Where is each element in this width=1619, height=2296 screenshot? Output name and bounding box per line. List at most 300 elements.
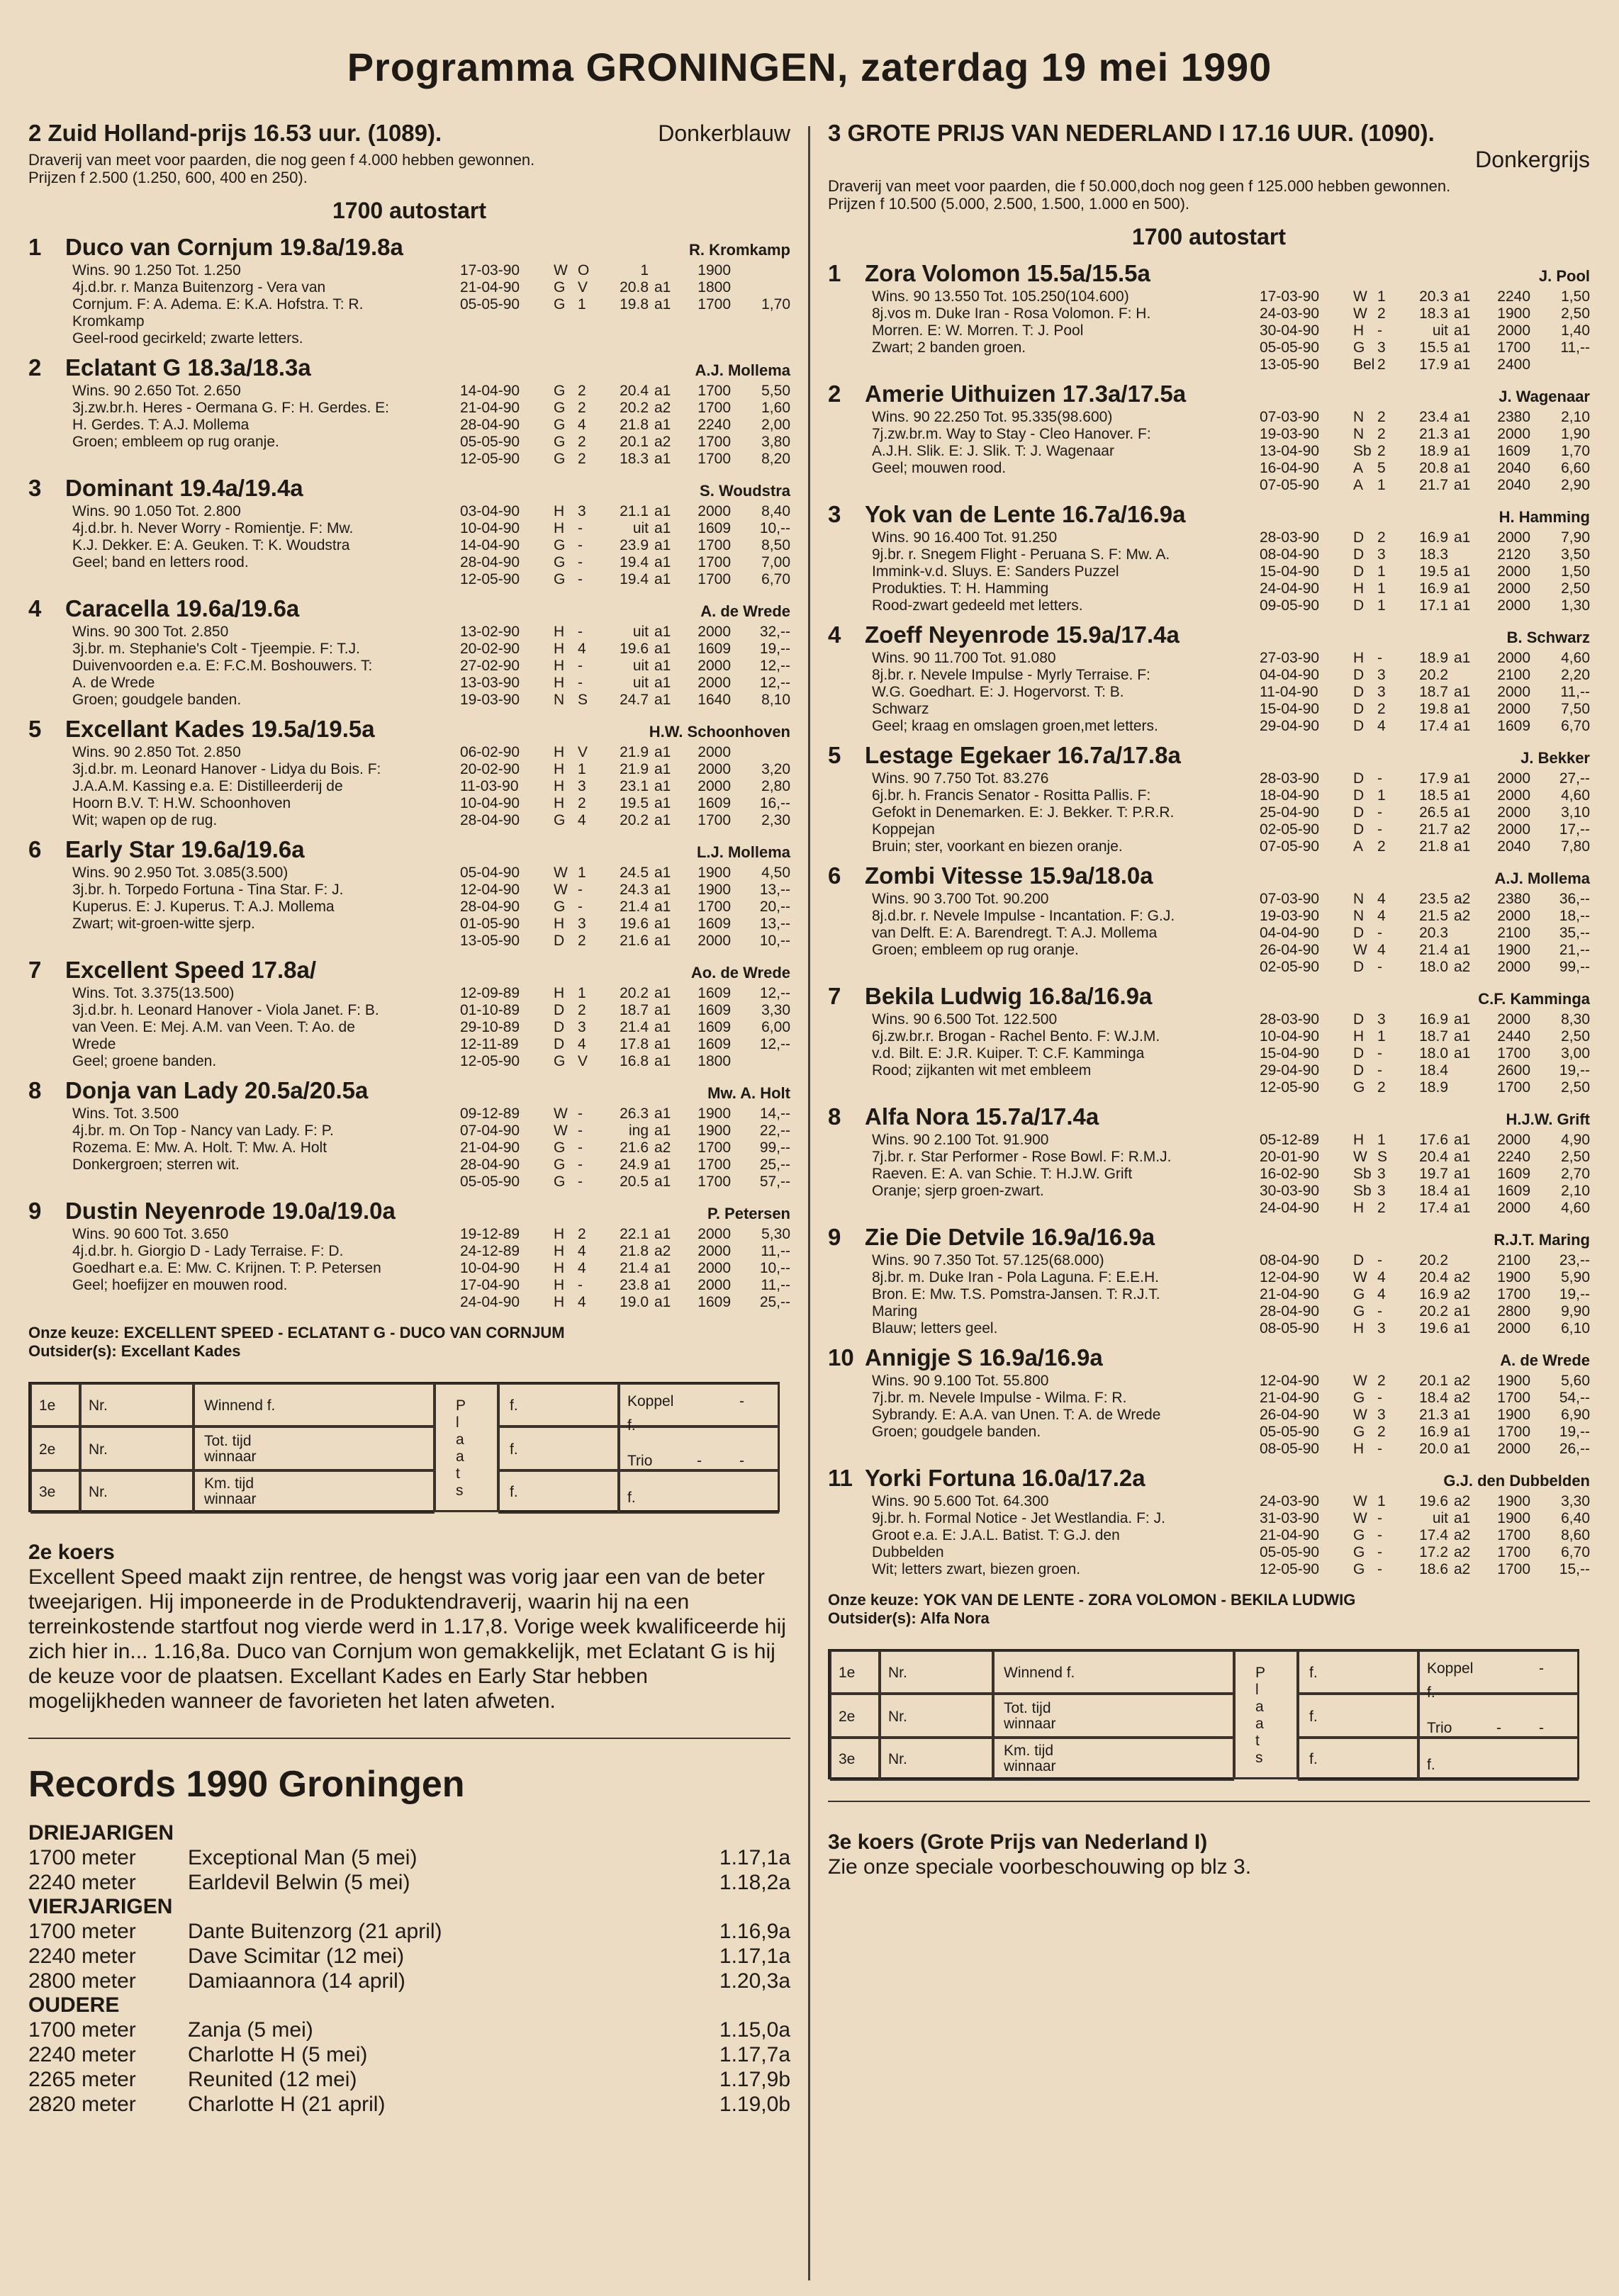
result-time: 18.4 — [1419, 1390, 1448, 1406]
result-class: a2 — [1454, 1373, 1471, 1389]
result-row — [1260, 1166, 1590, 1183]
result-class: a1 — [654, 933, 671, 949]
result-distance: 1609 — [698, 641, 731, 657]
result-class: a1 — [1454, 684, 1471, 700]
horse-info — [28, 1226, 460, 1311]
result-row — [460, 658, 790, 675]
result-date: 21-04-90 — [1260, 1527, 1320, 1543]
result-class: a1 — [1454, 529, 1471, 546]
horse-name: Eclatant G 18.3a/18.3a — [65, 354, 311, 381]
result-row — [1260, 477, 1590, 494]
result-row — [1260, 718, 1590, 735]
result-class: a1 — [654, 812, 671, 828]
form-plaats-letter: l — [456, 1414, 459, 1431]
result-track: Bel — [1353, 356, 1375, 373]
horse-info-line: Wins. 90 11.700 Tot. 91.080 — [872, 650, 1056, 666]
result-track: D — [1353, 1011, 1365, 1028]
form-f: f. — [1309, 1665, 1318, 1681]
horse-results — [460, 865, 790, 950]
result-distance: 2000 — [1497, 787, 1530, 804]
result-time: 18.0 — [1419, 1045, 1448, 1062]
horse-driver: A.J. Mollema — [1494, 870, 1590, 887]
result-row — [460, 571, 790, 588]
horse-info-line: Kuperus. E: J. Kuperus. T: A.J. Mollema — [72, 899, 335, 915]
result-row — [1260, 1149, 1590, 1166]
result-row — [1260, 580, 1590, 597]
result-class: a1 — [1454, 1045, 1471, 1062]
spacer — [28, 709, 790, 714]
spacer — [828, 1096, 1590, 1102]
result-odds: 8,20 — [761, 451, 790, 467]
result-date: 07-05-90 — [1260, 838, 1320, 855]
result-date: 15-04-90 — [1260, 701, 1320, 717]
horse-results — [1260, 770, 1590, 855]
result-place: 4 — [1377, 908, 1386, 924]
result-place: 3 — [578, 503, 586, 519]
result-odds: 2,50 — [1561, 580, 1590, 597]
result-distance: 2000 — [698, 1226, 731, 1242]
spacer — [28, 468, 790, 473]
result-distance: 1700 — [1497, 1544, 1530, 1560]
result-track: G — [554, 1053, 566, 1069]
result-date: 13-05-90 — [460, 933, 520, 949]
result-date: 12-04-90 — [1260, 1269, 1320, 1285]
horse-info-line: Blauw; letters geel. — [872, 1320, 998, 1336]
result-class: a1 — [1454, 1028, 1471, 1045]
result-row — [1260, 891, 1590, 908]
spacer — [28, 950, 790, 955]
result-date: 26-04-90 — [1260, 1407, 1320, 1423]
result-class: a2 — [1454, 1286, 1471, 1302]
result-time: 16.9 — [1419, 1286, 1448, 1302]
result-row — [460, 262, 790, 279]
result-track: H — [1353, 580, 1365, 597]
result-track: H — [554, 624, 565, 640]
result-odds: 32,-- — [759, 624, 790, 640]
result-odds: 9,90 — [1561, 1303, 1590, 1319]
result-time: 16.9 — [1419, 1424, 1448, 1440]
result-class: a1 — [654, 899, 671, 915]
result-date: 08-04-90 — [1260, 546, 1320, 563]
result-place: - — [1377, 1527, 1382, 1543]
result-odds: 5,90 — [1561, 1269, 1590, 1285]
horse-results — [460, 624, 790, 709]
horse-entry — [828, 1102, 1590, 1222]
result-class — [1448, 546, 1474, 563]
result-distance: 2440 — [1497, 1028, 1530, 1045]
result-odds: 99,-- — [759, 1139, 790, 1156]
result-time: 23.9 — [620, 537, 649, 553]
result-place: 4 — [1377, 718, 1386, 734]
result-class: a1 — [1454, 288, 1471, 305]
result-row — [1260, 959, 1590, 976]
horse-info-line: Geel; hoefijzer en mouwen rood. — [72, 1277, 288, 1293]
result-place: V — [578, 744, 588, 760]
result-distance: 1800 — [698, 279, 731, 296]
result-place: 4 — [578, 1243, 586, 1259]
form-plaats-letter: l — [1255, 1682, 1259, 1698]
horse-header — [28, 1076, 790, 1105]
horse-driver: C.F. Kamminga — [1478, 990, 1590, 1008]
result-odds: 1,70 — [761, 296, 790, 313]
result-date: 28-04-90 — [460, 1157, 520, 1173]
record-distance: 2240 meter — [28, 2043, 136, 2066]
horse-results — [460, 262, 790, 347]
horse-number: 5 — [828, 742, 841, 768]
result-odds: 12,-- — [759, 675, 790, 691]
result-row — [460, 641, 790, 658]
result-odds: 6,70 — [1561, 1544, 1590, 1560]
result-class: a1 — [1454, 718, 1471, 734]
divider — [28, 1738, 790, 1739]
result-class: a1 — [654, 503, 671, 519]
result-row — [1260, 1373, 1590, 1390]
result-class: a1 — [1454, 1441, 1471, 1457]
result-class — [1448, 925, 1474, 942]
result-distance: 1700 — [698, 571, 731, 587]
horse-number: 5 — [28, 716, 42, 742]
result-row — [460, 554, 790, 571]
result-place: - — [578, 1277, 583, 1293]
result-row — [1260, 684, 1590, 701]
race-3-keuze: Onze keuze: YOK VAN DE LENTE - ZORA VOLOMON - BEKILA LUDWIG — [828, 1591, 1356, 1609]
form-plaats-letter: P — [456, 1397, 466, 1414]
horse-name: Excellant Kades 19.5a/19.5a — [65, 716, 375, 742]
result-form-race-2 — [28, 1382, 780, 1512]
result-class: a1 — [1454, 1166, 1471, 1182]
result-row — [460, 675, 790, 692]
result-class — [1448, 1252, 1474, 1269]
result-date: 17-03-90 — [1260, 288, 1320, 305]
record-time: 1.17,1a — [719, 1945, 790, 1968]
result-time: 19.6 — [1419, 1320, 1448, 1336]
horse-entry — [28, 232, 790, 353]
race-3-color: Donkergrijs — [1475, 147, 1590, 172]
result-class: a1 — [654, 658, 671, 674]
result-odds: 4,90 — [1561, 1132, 1590, 1148]
result-time: 20.0 — [1419, 1441, 1448, 1457]
result-date: 28-04-90 — [460, 417, 520, 433]
horse-name: Yorki Fortuna 16.0a/17.2a — [865, 1465, 1145, 1491]
result-place: 3 — [1377, 339, 1386, 356]
horse-info — [828, 891, 1260, 976]
result-odds: 2,10 — [1561, 1183, 1590, 1199]
horse-header — [28, 473, 790, 503]
form-row-3-label: 3e — [839, 1751, 856, 1767]
result-class: a1 — [1454, 787, 1471, 804]
result-date: 21-04-90 — [1260, 1390, 1320, 1406]
result-place: 4 — [1377, 1286, 1386, 1302]
horse-name: Donja van Lady 20.5a/20.5a — [65, 1077, 369, 1103]
result-date: 21-04-90 — [1260, 1286, 1320, 1302]
result-date: 16-04-90 — [1260, 460, 1320, 476]
result-row — [1260, 1303, 1590, 1320]
result-class: a2 — [1454, 1527, 1471, 1543]
result-distance: 2000 — [698, 1277, 731, 1293]
result-odds: 1,50 — [1561, 288, 1590, 305]
horse-info-line: Geel; kraag en omslagen groen,met letters. — [872, 718, 1158, 734]
result-time: 21.7 — [1419, 477, 1448, 493]
result-row — [1260, 1183, 1590, 1200]
horse-driver: Ao. de Wrede — [690, 964, 790, 981]
result-time: 19.0 — [620, 1294, 649, 1310]
result-date: 07-04-90 — [460, 1122, 520, 1139]
result-track: G — [1353, 1527, 1365, 1543]
horse-info-line: 4j.br. m. On Top - Nancy van Lady. F: P. — [72, 1122, 334, 1139]
result-track: D — [1353, 684, 1365, 700]
horse-number: 8 — [28, 1077, 42, 1103]
result-track: H — [554, 778, 565, 794]
result-track: H — [1353, 1028, 1365, 1045]
spacer — [828, 373, 1590, 379]
result-track: D — [1353, 718, 1365, 734]
result-class: a1 — [654, 1277, 671, 1293]
record-row — [28, 2042, 790, 2067]
result-class: a1 — [654, 1002, 671, 1018]
result-date: 19-03-90 — [460, 692, 520, 708]
result-odds: 2,30 — [761, 812, 790, 828]
horse-body — [828, 1373, 1590, 1458]
result-distance: 2040 — [1497, 477, 1530, 493]
result-date: 05-04-90 — [460, 865, 520, 881]
result-row — [460, 899, 790, 916]
horse-info — [28, 744, 460, 829]
result-track: W — [1353, 1493, 1367, 1509]
form-row-2-label: 2e — [39, 1441, 56, 1458]
result-row — [1260, 426, 1590, 443]
result-place: - — [1377, 1303, 1382, 1319]
record-time: 1.18,2a — [719, 1871, 790, 1894]
result-class: a1 — [1454, 1132, 1471, 1148]
result-class: a1 — [1454, 580, 1471, 597]
result-track: H — [1353, 1200, 1365, 1216]
result-row — [460, 279, 790, 296]
result-row — [1260, 821, 1590, 838]
horse-number: 1 — [828, 260, 841, 286]
result-class: a1 — [1454, 650, 1471, 666]
race-2-column — [28, 117, 790, 2117]
result-place: - — [1377, 1252, 1382, 1268]
result-date: 19-03-90 — [1260, 908, 1320, 924]
horse-info-line: 3j.br. m. Stephanie's Colt - Tjeempie. F: T.J. — [72, 641, 360, 657]
horse-info-line: Wins. 90 5.600 Tot. 64.300 — [872, 1493, 1049, 1509]
result-odds: 2,90 — [1561, 477, 1590, 493]
result-track: G — [1353, 1390, 1365, 1406]
result-distance: 1700 — [698, 1139, 731, 1156]
result-row — [1260, 1561, 1590, 1578]
result-distance: 2600 — [1497, 1062, 1530, 1079]
result-distance: 2000 — [698, 761, 731, 777]
horse-info — [828, 409, 1260, 494]
result-date: 24-04-90 — [1260, 580, 1320, 597]
result-row — [1260, 1286, 1590, 1303]
horse-info-line: 9j.br. h. Formal Notice - Jet Westlandia. F: J. — [872, 1510, 1165, 1526]
horse-name: Zie Die Detvile 16.9a/16.9a — [865, 1224, 1155, 1250]
result-odds: 2,80 — [761, 778, 790, 794]
result-odds: 2,50 — [1561, 1079, 1590, 1096]
result-class: a2 — [1454, 1390, 1471, 1406]
form-nr: Nr. — [888, 1751, 907, 1767]
result-distance: 2000 — [1497, 701, 1530, 717]
horse-info — [28, 503, 460, 588]
result-track: G — [1353, 1424, 1365, 1440]
form-km-winnaar: winnaar — [204, 1491, 257, 1507]
result-track: H — [1353, 1132, 1365, 1148]
result-class: a2 — [1454, 1493, 1471, 1509]
result-distance: 2000 — [1497, 1320, 1530, 1336]
result-class: a2 — [654, 1243, 671, 1259]
horse-body — [28, 865, 790, 950]
result-track: Sb — [1353, 443, 1372, 459]
horse-info-line: W.G. Goedhart. E: J. Hogervorst. T: B. — [872, 684, 1124, 700]
result-time: 18.9 — [1419, 1079, 1448, 1096]
horse-number: 4 — [828, 621, 841, 648]
result-date: 28-04-90 — [460, 812, 520, 828]
result-distance: 1609 — [698, 1002, 731, 1018]
result-distance: 1700 — [1497, 1079, 1530, 1096]
result-row — [1260, 1510, 1590, 1527]
spacer — [828, 1217, 1590, 1222]
result-place: 4 — [578, 1036, 586, 1052]
horse-body — [28, 744, 790, 829]
horse-info-line: Wins. 90 13.550 Tot. 105.250(104.600) — [872, 288, 1129, 305]
result-time: uit — [1432, 1510, 1448, 1526]
horse-entry — [28, 714, 790, 835]
result-track: D — [1353, 667, 1365, 683]
result-class: a1 — [654, 1105, 671, 1122]
result-class: a1 — [654, 1294, 671, 1310]
result-distance: 1700 — [1497, 1561, 1530, 1577]
result-track: N — [1353, 409, 1365, 425]
result-time: 21.7 — [1419, 821, 1448, 838]
horse-driver: R. Kromkamp — [688, 241, 790, 259]
result-class: a1 — [654, 571, 671, 587]
result-track: G — [1353, 339, 1365, 356]
result-time: uit — [632, 520, 649, 536]
horse-info-line: 7j.br. r. Star Performer - Rose Bowl. F: R.M.J. — [872, 1149, 1172, 1165]
result-distance: 2000 — [698, 658, 731, 674]
horse-body — [828, 288, 1590, 373]
horse-driver: H.J.W. Grift — [1506, 1110, 1590, 1128]
result-date: 07-03-90 — [1260, 409, 1320, 425]
result-class: a1 — [654, 279, 671, 296]
result-time: 19.6 — [620, 641, 649, 657]
horse-results — [460, 1105, 790, 1191]
record-horse: Zanja (5 mei) — [188, 2018, 313, 2042]
record-time: 1.17,1a — [719, 1846, 790, 1869]
result-place: S — [578, 692, 588, 708]
result-time: 19.6 — [1419, 1493, 1448, 1509]
result-date: 06-02-90 — [460, 744, 520, 760]
horse-entry — [828, 741, 1590, 861]
result-time: 26.5 — [1419, 804, 1448, 821]
horse-results — [1260, 650, 1590, 735]
result-date: 08-04-90 — [1260, 1252, 1320, 1268]
result-place: 2 — [578, 795, 586, 811]
form-tot-tijd: Tot. tijd — [1004, 1700, 1051, 1716]
result-row — [1260, 1390, 1590, 1407]
result-distance: 2800 — [1497, 1303, 1530, 1319]
result-place: 1 — [1377, 1028, 1386, 1045]
result-date: 01-05-90 — [460, 916, 520, 932]
result-place: - — [1377, 959, 1382, 975]
result-class: a1 — [1454, 477, 1471, 493]
result-time: 18.9 — [1419, 650, 1448, 666]
result-class — [1448, 1062, 1474, 1079]
horse-info-line: 3j.zw.br.h. Heres - Oermana G. F: H. Gerdes. E: — [72, 400, 389, 416]
result-track: W — [554, 1105, 568, 1122]
result-place: 3 — [1377, 1320, 1386, 1336]
horse-info-line: Geel; band en letters rood. — [72, 554, 249, 570]
records-group-title: OUDERE — [28, 1993, 120, 2017]
result-track: G — [554, 571, 566, 587]
form-trio: Trio — [1427, 1720, 1452, 1736]
result-date: 24-04-90 — [1260, 1200, 1320, 1216]
result-row — [1260, 838, 1590, 855]
result-date: 11-04-90 — [1260, 684, 1318, 700]
result-track: G — [554, 383, 566, 399]
result-odds: 36,-- — [1559, 891, 1590, 907]
result-class: a1 — [1454, 1149, 1471, 1165]
race-3-title: 3 GROTE PRIJS VAN NEDERLAND I 17.16 UUR. (1090). — [828, 120, 1435, 146]
result-row — [1260, 356, 1590, 373]
result-distance: 2100 — [1497, 667, 1530, 683]
result-distance: 1800 — [698, 1053, 731, 1069]
result-place: O — [578, 262, 590, 278]
result-odds — [731, 262, 790, 279]
result-row — [460, 1002, 790, 1019]
result-row — [460, 520, 790, 537]
record-time: 1.20,3a — [719, 1969, 790, 1993]
horse-body — [828, 891, 1590, 976]
form-plaats-letter: t — [456, 1465, 460, 1482]
result-odds: 99,-- — [1559, 959, 1590, 975]
form-trio: Trio — [627, 1453, 653, 1469]
horse-body — [28, 985, 790, 1070]
result-odds: 26,-- — [1559, 1441, 1590, 1457]
result-track: D — [1353, 821, 1365, 838]
horse-info-line: 3j.d.br. h. Leonard Hanover - Viola Janet. F: B. — [72, 1002, 379, 1018]
result-track: H — [554, 795, 565, 811]
horse-driver: J. Pool — [1538, 267, 1590, 285]
result-date: 02-05-90 — [1260, 959, 1320, 975]
horse-entry — [28, 955, 790, 1076]
result-date: 25-04-90 — [1260, 804, 1320, 821]
result-track: H — [554, 744, 565, 760]
result-row — [460, 1277, 790, 1294]
result-place: - — [1377, 1544, 1382, 1560]
race-2-horse-list — [28, 232, 790, 1317]
horse-number: 1 — [28, 234, 42, 260]
record-distance: 2820 meter — [28, 2093, 136, 2116]
result-time: 21.5 — [1419, 908, 1448, 924]
result-row — [1260, 1062, 1590, 1079]
record-time: 1.19,0b — [719, 2093, 790, 2116]
result-place: - — [1377, 1390, 1382, 1406]
result-odds: 4,60 — [1561, 650, 1590, 666]
result-odds: 8,50 — [761, 537, 790, 553]
horse-info-line: Donkergroen; sterren wit. — [72, 1157, 240, 1173]
records-group-title: VIERJARIGEN — [28, 1895, 173, 1918]
result-distance: 1900 — [698, 882, 731, 898]
result-time: 17.6 — [1419, 1132, 1448, 1148]
result-place: 3 — [1377, 1407, 1386, 1423]
result-odds: 19,-- — [1559, 1286, 1590, 1302]
result-distance: 2000 — [1497, 959, 1530, 975]
result-class: a1 — [654, 1260, 671, 1276]
result-place: 1 — [1377, 580, 1386, 597]
horse-entry — [828, 500, 1590, 620]
